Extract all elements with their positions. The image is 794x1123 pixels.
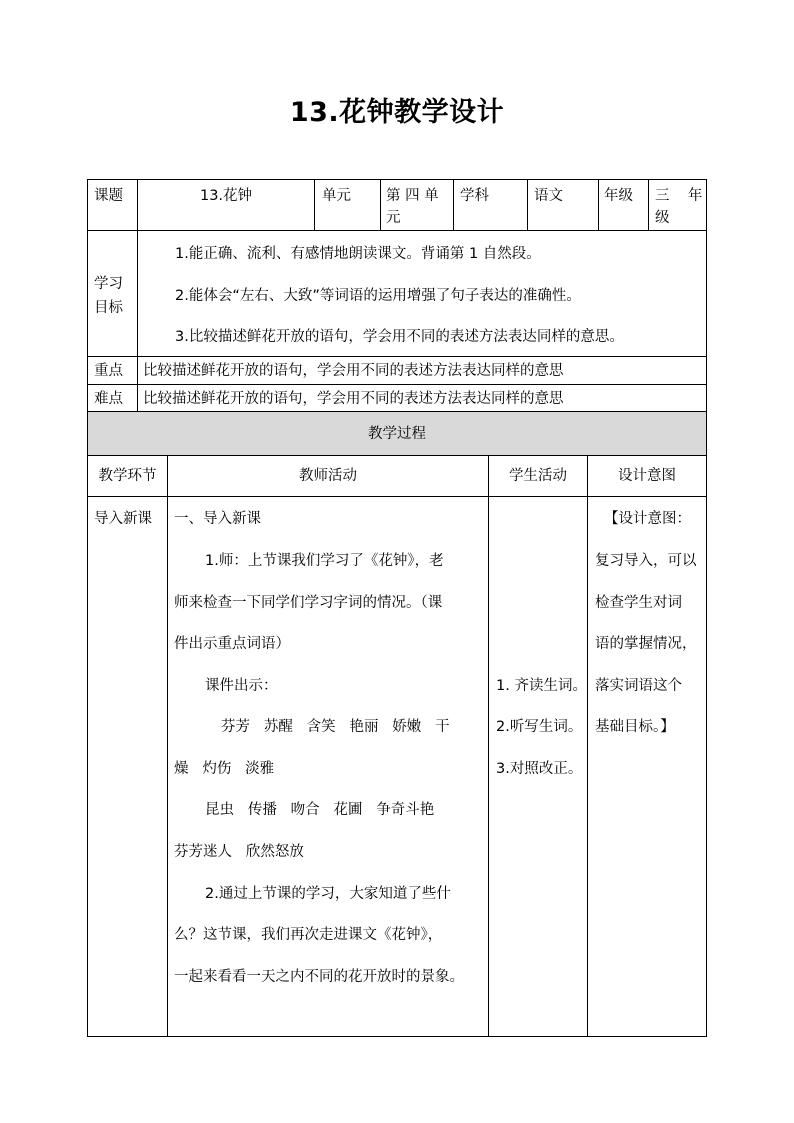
col-line	[137, 230, 138, 412]
table-border-bottom	[87, 1036, 707, 1037]
student-line: 1. 齐读生词。	[496, 678, 587, 694]
teacher-line: 2.通过上节课的学习，大家知道了些什	[205, 886, 451, 902]
process-header: 教学过程	[368, 426, 426, 442]
col-line	[598, 179, 599, 231]
row-line	[87, 411, 707, 412]
teacher-line: 芬芳迷人 欣然怒放	[174, 844, 304, 860]
document-title: 13.花钟教学设计	[289, 97, 505, 128]
row-line	[87, 496, 707, 497]
column-header-intent: 设计意图	[618, 468, 676, 484]
teacher-line: 一起来看看一天之内不同的花开放时的景象。	[174, 969, 464, 985]
row-line	[87, 356, 707, 357]
col-line	[648, 179, 649, 231]
intent-line: 语的掌握情况，	[595, 636, 697, 652]
teacher-line: 燥 灼伤 淡雅	[174, 761, 275, 777]
table-border-right	[706, 179, 707, 1037]
difficulty-value: 比较描述鲜花开放的语句，学会用不同的表述方法表达同样的意思	[143, 391, 564, 407]
table-border-left	[87, 179, 88, 1037]
intent-line: 【设计意图：	[604, 511, 691, 527]
objectives-label-line2: 目标	[94, 300, 123, 316]
teacher-line: 师来检查一下同学们学习字词的情况。（课	[174, 595, 443, 611]
teacher-line: 课件出示：	[205, 678, 278, 694]
teacher-line: 芬芳 苏醒 含笑 艳丽 娇嫩 干	[221, 719, 450, 735]
objective-item: 2.能体会“左右、大致”等词语的运用增强了句子表达的准确性。	[175, 288, 581, 304]
table-border-top	[87, 179, 707, 180]
teacher-line: 昆虫 传播 吻合 花圃 争奇斗艳	[205, 802, 435, 818]
student-line: 2.听写生词。	[496, 719, 583, 735]
key-point-label: 重点	[94, 363, 123, 379]
col-line	[488, 455, 489, 1037]
lesson-label: 课题	[94, 188, 123, 204]
objective-item: 3.比较描述鲜花开放的语句，学会用不同的表述方法表达同样的意思。	[175, 329, 624, 345]
column-header-student: 学生活动	[509, 468, 567, 484]
col-line	[587, 455, 588, 1037]
intent-line: 基础目标。】	[595, 719, 675, 735]
intent-line: 落实词语这个	[595, 678, 682, 694]
row-line	[87, 230, 707, 231]
col-line	[453, 179, 454, 231]
column-header-stage: 教学环节	[98, 468, 157, 484]
col-line	[167, 455, 168, 1037]
stage-label: 导入新课	[94, 511, 152, 527]
unit-label: 单元	[322, 188, 351, 204]
teacher-line: 一、导入新课	[174, 511, 261, 527]
grade-value-line2: 级	[655, 210, 670, 226]
column-header-teacher: 教师活动	[299, 468, 357, 484]
col-line	[380, 179, 381, 231]
key-point-value: 比较描述鲜花开放的语句，学会用不同的表述方法表达同样的意思	[143, 363, 564, 379]
intent-line: 复习导入，可以	[595, 553, 697, 569]
col-line	[314, 179, 315, 231]
subject-value: 语文	[534, 188, 563, 204]
teacher-line: 1.师：上节课我们学习了《花钟》，老	[205, 553, 444, 569]
unit-value-line2: 元	[386, 210, 401, 226]
grade-label: 年级	[604, 188, 633, 204]
grade-value-line1: 三 年	[655, 188, 703, 204]
intent-line: 检查学生对词	[595, 595, 682, 611]
student-line: 3.对照改正。	[496, 761, 583, 777]
subject-label: 学科	[460, 188, 489, 204]
teacher-line: 么？这节课，我们再次走进课文《花钟》，	[174, 927, 443, 943]
difficulty-label: 难点	[94, 391, 123, 407]
row-line	[87, 384, 707, 385]
col-line	[527, 179, 528, 231]
row-line	[87, 455, 707, 456]
objectives-label-line1: 学习	[94, 276, 123, 292]
unit-value-line1: 第 四 单	[386, 188, 439, 204]
lesson-value: 13.花钟	[199, 188, 253, 204]
teacher-line: 件出示重点词语）	[174, 636, 290, 652]
objective-item: 1.能正确、流利、有感情地朗读课文。背诵第 1 自然段。	[175, 246, 541, 262]
